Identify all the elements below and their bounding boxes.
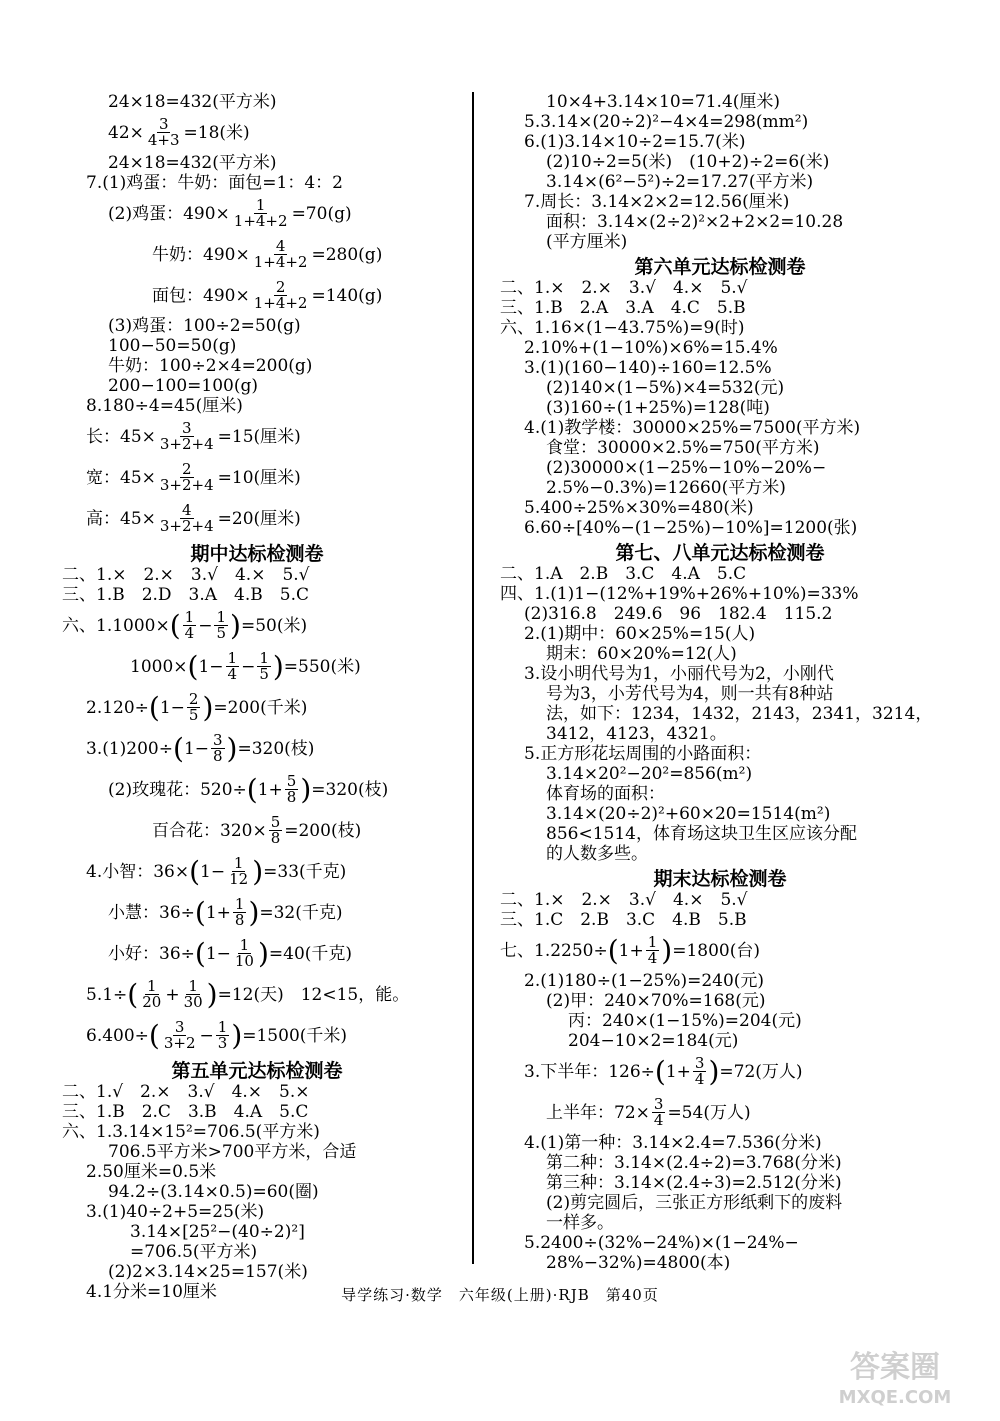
fraction: $\frac{4}{3+2+4}$ bbox=[159, 501, 214, 535]
section-heading: 第五单元达标检测卷 bbox=[171, 1060, 343, 1082]
answer-line: (2)10÷2=5(米) (10+2)÷2=6(米) bbox=[546, 152, 830, 172]
answer-line: 面积：3.14×(2÷2)²×2+2×2=10.28 bbox=[546, 212, 844, 232]
answer-line: 856<1514，体育场这块卫生区应该分配 bbox=[546, 824, 857, 844]
answer-line: 二、1.A 2.B 3.C 4.A 5.C bbox=[500, 564, 747, 584]
answer-line: (3)鸡蛋：100÷2=50(g) bbox=[108, 316, 301, 336]
answer-line: 2.(1)期中：60×25%=15(人) bbox=[524, 624, 756, 644]
answer-line: 1000× ( 1− $\frac{1}{4}$ − $\frac{1}{5}$ ) =550(米) bbox=[130, 649, 361, 683]
answer-line: 三、1.B 2.D 3.A 4.B 5.C bbox=[62, 585, 309, 605]
fraction: $\frac{1}{1+4+2}$ bbox=[233, 196, 288, 230]
answer-line: 上半年：72× $\frac{3}{4}$ =54(万人) bbox=[546, 1095, 751, 1129]
answer-line: 3.设小明代号为1，小丽代号为2，小刚代 bbox=[524, 664, 834, 684]
fraction: $\frac{4}{1+4+2}$ bbox=[253, 237, 308, 271]
answer-line: 3.下半年：126÷ ( 1+ $\frac{3}{4}$ ) =72(万人) bbox=[524, 1054, 803, 1088]
answer-line: 5.正方形花坛周围的小路面积： bbox=[524, 744, 762, 764]
fraction: $\frac{3}{3+2}$ bbox=[163, 1018, 196, 1052]
answer-line: (3)160÷(1+25%)=128(吨) bbox=[546, 398, 770, 418]
answer-line: 2.5%−0.3%)=12660(平方米) bbox=[546, 478, 786, 498]
answer-line: 三、1.B 2.C 3.B 4.A 5.C bbox=[62, 1102, 309, 1122]
answer-line: 8.180÷4=45(厘米) bbox=[86, 396, 243, 416]
answer-line: 3.(1)200÷ ( 1− $\frac{3}{8}$ ) =320(枝) bbox=[86, 731, 315, 765]
fraction: $\frac{1}{12}$ bbox=[229, 854, 249, 888]
section-heading: 期末达标检测卷 bbox=[653, 868, 787, 890]
answer-line: 4.(1)教学楼：30000×25%=7500(平方米) bbox=[524, 418, 861, 438]
answer-line: 4.小智：36× ( 1− $\frac{1}{12}$ ) =33(千克) bbox=[86, 854, 347, 888]
answer-line: (2)140×(1−5%)×4=532(元) bbox=[546, 378, 785, 398]
answer-line: 2.(1)180÷(1−25%)=240(元) bbox=[524, 971, 765, 991]
answer-line: 六、1.16×(1−43.75%)=9(时) bbox=[500, 318, 745, 338]
answer-line: 3412，4123，4321。 bbox=[546, 724, 727, 744]
answer-line: 200−100=100(g) bbox=[108, 376, 258, 396]
answer-line: 六、1.3.14×15²=706.5(平方米) bbox=[62, 1122, 320, 1142]
answer-line: 长：45× $\frac{3}{3+2+4}$ =15(厘米) bbox=[86, 419, 301, 453]
answer-line: 牛奶：100÷2×4=200(g) bbox=[108, 356, 313, 376]
section-heading: 第六单元达标检测卷 bbox=[634, 256, 806, 278]
answer-line: 100−50=50(g) bbox=[108, 336, 237, 356]
fraction: $\frac{5}{8}$ bbox=[286, 772, 297, 806]
fraction: $\frac{2}{5}$ bbox=[188, 690, 199, 724]
answer-line: (2)30000×(1−25%−10%−20%− bbox=[546, 458, 827, 478]
fraction: $\frac{1}{5}$ bbox=[216, 608, 227, 642]
fraction: $\frac{1}{8}$ bbox=[234, 895, 245, 929]
answer-line: (2)剪完圆后，三张正方形纸剩下的废料 bbox=[546, 1193, 843, 1213]
answer-line: 二、1.× 2.× 3.√ 4.× 5.√ bbox=[500, 278, 748, 298]
fraction: $\frac{1}{4}$ bbox=[184, 608, 195, 642]
section-heading: 第七、八单元达标检测卷 bbox=[615, 542, 825, 564]
fraction: $\frac{3}{8}$ bbox=[213, 731, 223, 765]
answer-line: 食堂：30000×2.5%=750(平方米) bbox=[546, 438, 820, 458]
answer-line: 5.3.14×(20÷2)²−4×4=298(mm²) bbox=[524, 112, 809, 132]
answer-line: 2.120÷ ( 1− $\frac{2}{5}$ ) =200(千米) bbox=[86, 690, 308, 724]
fraction: $\frac{5}{8}$ bbox=[270, 813, 281, 847]
answer-line: 法，如下：1234，1432，2143，2341，3214， bbox=[546, 704, 933, 724]
answer-line: 10×4+3.14×10=71.4(厘米) bbox=[546, 92, 781, 112]
answer-line: 宽：45× $\frac{2}{3+2+4}$ =10(厘米) bbox=[86, 460, 301, 494]
answer-line: 小好：36÷ ( 1− $\frac{1}{10}$ ) =40(千克) bbox=[108, 936, 353, 970]
fraction: $\frac{1}{20}$ bbox=[142, 977, 162, 1011]
answer-line: 期末：60×20%=12(人) bbox=[546, 644, 737, 664]
fraction: $\frac{1}{5}$ bbox=[259, 649, 269, 683]
answer-line: (2)玫瑰花：520÷ ( 1+ $\frac{5}{8}$ ) =320(枝) bbox=[108, 772, 389, 806]
section-heading: 期中达标检测卷 bbox=[190, 543, 324, 565]
answer-line: 百合花：320× $\frac{5}{8}$ =200(枝) bbox=[152, 813, 362, 847]
answer-line: 706.5平方米>700平方米，合适 bbox=[108, 1142, 357, 1162]
answer-line: 的人数多些。 bbox=[546, 844, 648, 864]
answer-line: 3.14×20²−20²=856(m²) bbox=[546, 764, 753, 784]
answer-line: 3.(1)40÷2+5=25(米) bbox=[86, 1202, 265, 1222]
watermark-title: 答案圈 bbox=[850, 1350, 940, 1385]
answer-line: (2)鸡蛋：490× $\frac{1}{1+4+2}$ =70(g) bbox=[108, 196, 352, 230]
answer-line: 3.14×(20÷2)²+60×20=1514(m²) bbox=[546, 804, 831, 824]
answer-line: 三、1.B 2.A 3.A 4.C 5.B bbox=[500, 298, 746, 318]
answer-line: 3.14×[25²−(40÷2)²] bbox=[130, 1222, 305, 1242]
answer-line: 24×18=432(平方米) bbox=[108, 153, 277, 173]
answer-line: 6.400÷ ( $\frac{3}{3+2}$ − $\frac{1}{3}$ ) =1500(千米) bbox=[86, 1018, 348, 1052]
answer-line: 六、1.1000× ( $\frac{1}{4}$ − $\frac{1}{5}$ ) =50(米) bbox=[62, 608, 308, 642]
left-column bbox=[62, 92, 452, 1302]
answer-line: 一样多。 bbox=[546, 1213, 614, 1233]
answer-line: 面包：490× $\frac{2}{1+4+2}$ =140(g) bbox=[152, 278, 383, 312]
answer-line: 5.2400÷(32%−24%)×(1−24%− bbox=[524, 1233, 799, 1253]
answer-line: 第二种：3.14×(2.4÷2)=3.768(分米) bbox=[546, 1153, 842, 1173]
fraction: $\frac{1}{30}$ bbox=[183, 977, 203, 1011]
fraction: $\frac{3}{4}$ bbox=[653, 1095, 664, 1129]
answer-line: 24×18=432(平方米) bbox=[108, 92, 277, 112]
answer-line: 二、1.× 2.× 3.√ 4.× 5.√ bbox=[62, 565, 310, 585]
fraction: $\frac{2}{1+4+2}$ bbox=[253, 278, 308, 312]
answer-line: =706.5(平方米) bbox=[130, 1242, 258, 1262]
fraction: $\frac{1}{3}$ bbox=[217, 1018, 228, 1052]
fraction: $\frac{1}{4}$ bbox=[647, 933, 658, 967]
answer-line: 第三种：3.14×(2.4÷3)=2.512(分米) bbox=[546, 1173, 842, 1193]
answer-line: 5.1÷ ( $\frac{1}{20}$ + $\frac{1}{30}$ ) =12(天) 12<15，能。 bbox=[86, 977, 410, 1011]
answer-line: 3.(1)(160−140)÷160=12.5% bbox=[524, 358, 772, 378]
answer-line: 94.2÷(3.14×0.5)=60(圈) bbox=[108, 1182, 319, 1202]
column-divider bbox=[472, 92, 474, 1264]
answer-line: (2)316.8 249.6 96 182.4 115.2 bbox=[524, 604, 833, 624]
answer-line: 号为3，小芳代号为4，则一共有8种站 bbox=[546, 684, 834, 704]
watermark-logo bbox=[820, 1341, 970, 1411]
answer-line: 6.(1)3.14×10÷2=15.7(米) bbox=[524, 132, 746, 152]
fraction: $\frac{1}{10}$ bbox=[234, 936, 254, 970]
answer-line: (2)2×3.14×25=157(米) bbox=[108, 1262, 308, 1282]
answer-line: 3.14×(6²−5²)÷2=17.27(平方米) bbox=[546, 172, 814, 192]
answer-line: 4.(1)第一种：3.14×2.4=7.536(分米) bbox=[524, 1133, 822, 1153]
answer-line: 高：45× $\frac{4}{3+2+4}$ =20(厘米) bbox=[86, 501, 301, 535]
answer-line: 三、1.C 2.B 3.C 4.B 5.B bbox=[500, 910, 747, 930]
answer-line: 小慧：36÷ ( 1+ $\frac{1}{8}$ ) =32(千克) bbox=[108, 895, 343, 929]
fraction: $\frac{3}{4+3}$ bbox=[147, 115, 180, 149]
answer-line: (平方厘米) bbox=[546, 232, 628, 252]
fraction: $\frac{3}{4}$ bbox=[694, 1054, 705, 1088]
answer-line: 二、1.× 2.× 3.√ 4.× 5.√ bbox=[500, 890, 748, 910]
fraction: $\frac{2}{3+2+4}$ bbox=[159, 460, 214, 494]
answer-line: 7.(1)鸡蛋：牛奶：面包=1：4：2 bbox=[86, 173, 343, 193]
answer-line: (2)甲：240×70%=168(元) bbox=[546, 991, 766, 1011]
answer-line: 7.周长：3.14×2×2=12.56(厘米) bbox=[524, 192, 790, 212]
answer-line: 4.1分米=10厘米 bbox=[86, 1282, 217, 1302]
answer-line: 二、1.√ 2.× 3.√ 4.× 5.× bbox=[62, 1082, 310, 1102]
answer-line: 28%−32%)=4800(本) bbox=[546, 1253, 731, 1273]
watermark-url: MXQE.COM bbox=[838, 1387, 952, 1408]
answer-line: 丙：240×(1−15%)=204(元) bbox=[568, 1011, 802, 1031]
answer-line: 七、1.2250÷ ( 1+ $\frac{1}{4}$ ) =1800(台) bbox=[500, 933, 760, 967]
page-footer: 导学练习·数学 六年级(上册)·RJB 第40页 bbox=[341, 1286, 659, 1304]
answer-line: 2.50厘米=0.5米 bbox=[86, 1162, 217, 1182]
answer-line: 6.60÷[40%−(1−25%)−10%]=1200(张) bbox=[524, 518, 858, 538]
answer-line: 体育场的面积： bbox=[546, 784, 665, 804]
fraction: $\frac{1}{4}$ bbox=[227, 649, 238, 683]
answer-line: 牛奶：490× $\frac{4}{1+4+2}$ =280(g) bbox=[152, 237, 383, 271]
fraction: $\frac{3}{3+2+4}$ bbox=[159, 419, 214, 453]
right-column bbox=[500, 92, 940, 1273]
answer-line: 2.10%+(1−10%)×6%=15.4% bbox=[524, 338, 778, 358]
answer-line: 42× $\frac{3}{4+3}$ =18(米) bbox=[108, 115, 250, 149]
answer-line: 5.400÷25%×30%=480(米) bbox=[524, 498, 754, 518]
answer-line: 四、1.(1)1−(12%+19%+26%+10%)=33% bbox=[500, 584, 859, 604]
answer-line: 204−10×2=184(元) bbox=[568, 1031, 739, 1051]
